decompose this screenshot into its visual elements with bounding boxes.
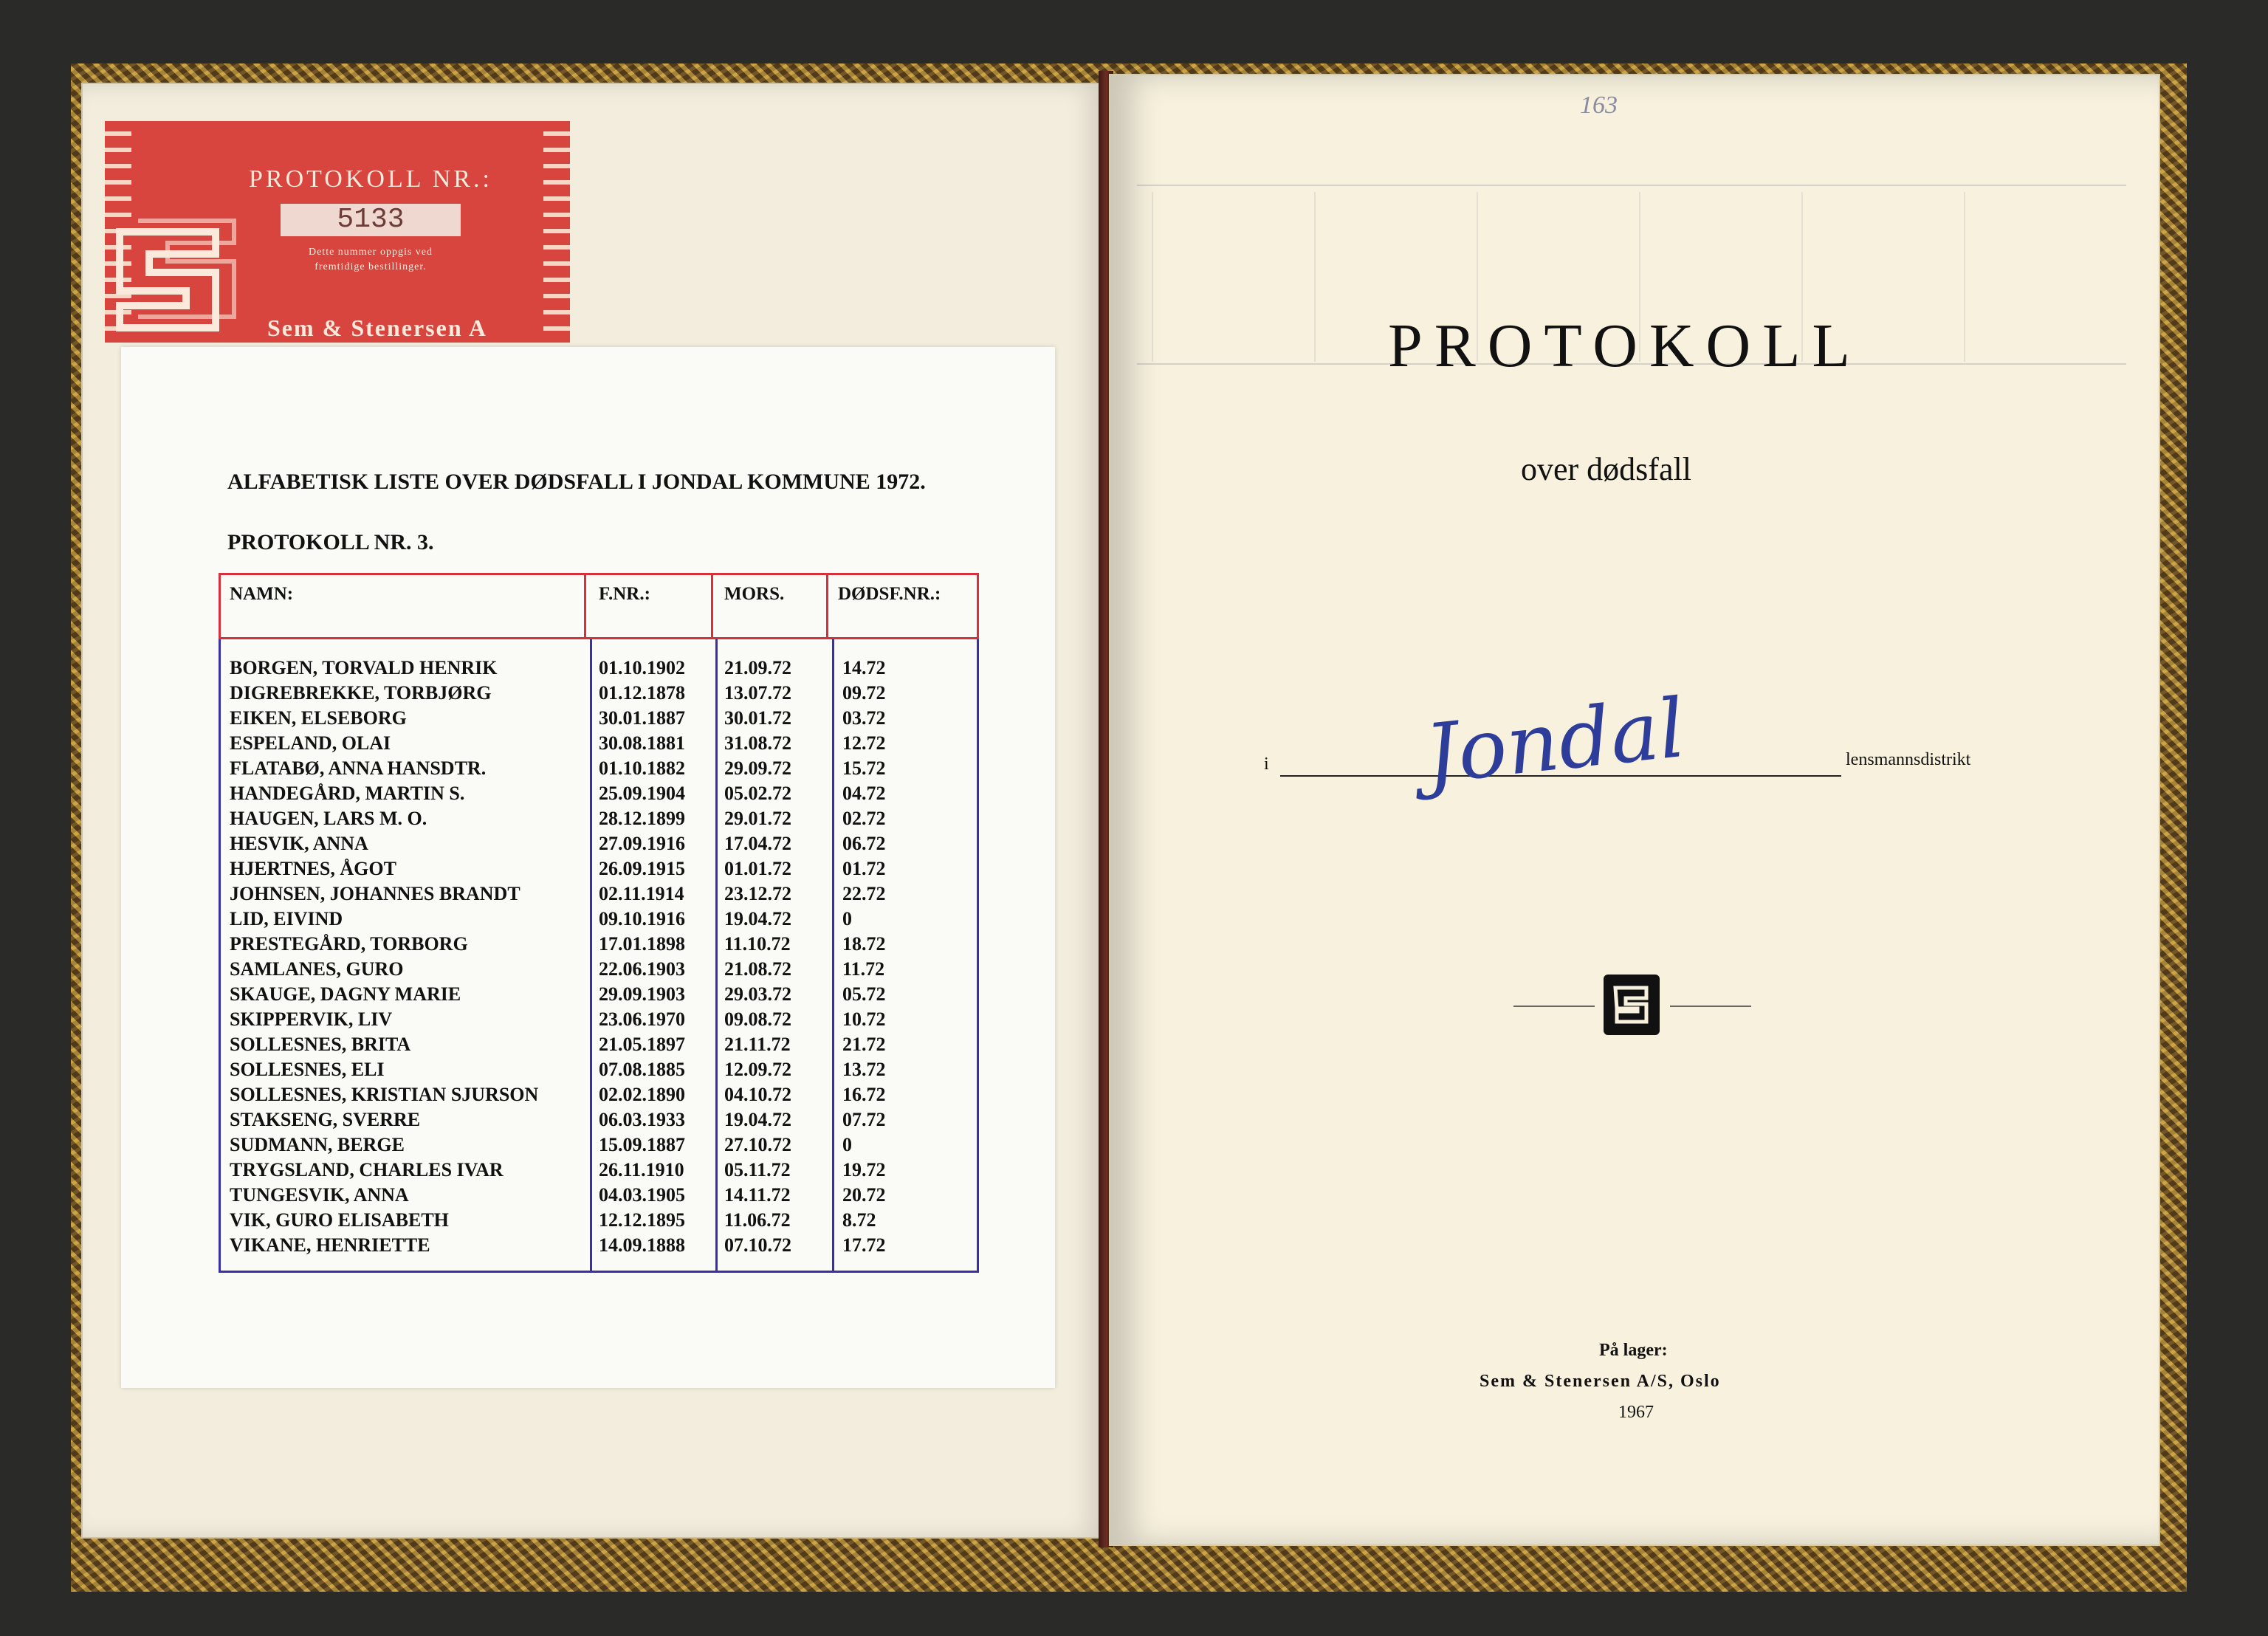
label-ornament-right bbox=[543, 121, 570, 343]
table-row bbox=[221, 1034, 977, 1059]
label-note bbox=[282, 245, 459, 275]
header-divider bbox=[584, 575, 586, 637]
cell-death-number: 20.72 bbox=[842, 1184, 886, 1206]
cell-death-number: 21.72 bbox=[842, 1034, 886, 1055]
cell-death-date: 01.01.72 bbox=[724, 858, 791, 879]
table-body bbox=[219, 639, 979, 1273]
cell-birth: 26.09.1915 bbox=[599, 858, 685, 879]
stock-label: På lager: bbox=[1599, 1341, 1668, 1360]
cell-birth: 22.06.1903 bbox=[599, 958, 685, 980]
table-row bbox=[221, 883, 977, 908]
title-page-title: PROTOKOLL bbox=[1388, 312, 1862, 380]
cell-death-number: 18.72 bbox=[842, 933, 886, 955]
cell-name: SOLLESNES, ELI bbox=[230, 1059, 385, 1080]
cell-death-number: 19.72 bbox=[842, 1159, 886, 1180]
publisher-logo-icon bbox=[1604, 975, 1660, 1035]
label-note-line2: fremtidige bestillinger. bbox=[315, 261, 427, 272]
cell-name: PRESTEGÅRD, TORBORG bbox=[230, 933, 468, 955]
cell-birth: 01.12.1878 bbox=[599, 682, 685, 704]
cell-birth: 26.11.1910 bbox=[599, 1159, 684, 1180]
cell-death-number: 09.72 bbox=[842, 682, 886, 704]
cell-name: LID, EIVIND bbox=[230, 908, 343, 929]
cell-death-date: 21.09.72 bbox=[724, 657, 791, 678]
cell-name: TUNGESVIK, ANNA bbox=[230, 1184, 409, 1206]
cell-birth: 04.03.1905 bbox=[599, 1184, 685, 1206]
header-death-date: MORS. bbox=[724, 584, 785, 604]
label-number: 5133 bbox=[281, 204, 461, 236]
deaths-table bbox=[219, 573, 979, 1273]
label-note-line1: Dette nummer oppgis ved bbox=[308, 247, 433, 258]
logo-rule-left bbox=[1513, 1006, 1595, 1007]
cell-death-date: 29.01.72 bbox=[724, 808, 791, 829]
cell-birth: 27.09.1916 bbox=[599, 833, 685, 854]
cell-name: FLATABØ, ANNA HANSDTR. bbox=[230, 757, 487, 779]
cell-name: HESVIK, ANNA bbox=[230, 833, 368, 854]
cell-death-date: 11.10.72 bbox=[724, 933, 791, 955]
cell-death-date: 05.11.72 bbox=[724, 1159, 791, 1180]
cell-death-date: 29.03.72 bbox=[724, 983, 791, 1005]
cell-birth: 09.10.1916 bbox=[599, 908, 685, 929]
cell-death-date: 30.01.72 bbox=[724, 707, 791, 729]
table-row bbox=[221, 757, 977, 783]
cell-death-number: 10.72 bbox=[842, 1008, 886, 1030]
cell-name: SUDMANN, BERGE bbox=[230, 1134, 405, 1155]
table-row bbox=[221, 1008, 977, 1034]
cell-name: HANDEGÅRD, MARTIN S. bbox=[230, 783, 465, 804]
cell-death-date: 29.09.72 bbox=[724, 757, 791, 779]
cell-name: DIGREBREKKE, TORBJØRG bbox=[230, 682, 492, 704]
cell-death-date: 11.06.72 bbox=[724, 1209, 791, 1231]
table-row bbox=[221, 1084, 977, 1109]
table-row bbox=[221, 1234, 977, 1259]
cell-birth: 07.08.1885 bbox=[599, 1059, 685, 1080]
logo-rule-right bbox=[1670, 1006, 1751, 1007]
cell-birth: 01.10.1902 bbox=[599, 657, 685, 678]
cell-name: EIKEN, ELSEBORG bbox=[230, 707, 407, 729]
cell-birth: 25.09.1904 bbox=[599, 783, 685, 804]
table-row bbox=[221, 958, 977, 983]
cell-name: SKAUGE, DAGNY MARIE bbox=[230, 983, 461, 1005]
cell-death-date: 05.02.72 bbox=[724, 783, 791, 804]
cell-name: BORGEN, TORVALD HENRIK bbox=[230, 657, 498, 678]
cell-death-number: 15.72 bbox=[842, 757, 886, 779]
bleed-through-rule bbox=[1152, 192, 1153, 362]
cell-name: SAMLANES, GURO bbox=[230, 958, 404, 980]
cell-death-number: 03.72 bbox=[842, 707, 886, 729]
cell-death-date: 21.11.72 bbox=[724, 1034, 791, 1055]
table-row bbox=[221, 858, 977, 883]
cell-death-number: 13.72 bbox=[842, 1059, 886, 1080]
table-row bbox=[221, 983, 977, 1008]
table-row bbox=[221, 707, 977, 732]
cell-death-number: 05.72 bbox=[842, 983, 886, 1005]
bleed-through-rule bbox=[1964, 192, 1965, 362]
table-row bbox=[221, 908, 977, 933]
cell-death-number: 22.72 bbox=[842, 883, 886, 904]
bleed-through-rule bbox=[1314, 192, 1316, 362]
table-row bbox=[221, 682, 977, 707]
table-header bbox=[219, 573, 979, 639]
protocol-label bbox=[105, 121, 570, 343]
header-divider bbox=[826, 575, 828, 637]
cell-name: SKIPPERVIK, LIV bbox=[230, 1008, 393, 1030]
cell-name: VIKANE, HENRIETTE bbox=[230, 1234, 430, 1256]
cell-birth: 30.08.1881 bbox=[599, 732, 685, 754]
cell-name: ESPELAND, OLAI bbox=[230, 732, 391, 754]
cell-death-date: 13.07.72 bbox=[724, 682, 791, 704]
death-list-sheet bbox=[121, 347, 1055, 1388]
handwritten-place: Jondal bbox=[1420, 680, 1690, 802]
cell-name: TRYGSLAND, CHARLES IVAR bbox=[230, 1159, 504, 1180]
cell-name: JOHNSEN, JOHANNES BRANDT bbox=[230, 883, 520, 904]
cell-name: HJERTNES, ÅGOT bbox=[230, 858, 396, 879]
cell-death-date: 27.10.72 bbox=[724, 1134, 791, 1155]
cell-birth: 28.12.1899 bbox=[599, 808, 685, 829]
table-row bbox=[221, 1209, 977, 1234]
header-divider bbox=[711, 575, 713, 637]
cell-death-number: 02.72 bbox=[842, 808, 886, 829]
label-title: PROTOKOLL NR.: bbox=[249, 165, 492, 193]
cell-name: HAUGEN, LARS M. O. bbox=[230, 808, 427, 829]
cell-birth: 06.03.1933 bbox=[599, 1109, 685, 1130]
cell-birth: 21.05.1897 bbox=[599, 1034, 685, 1055]
table-row bbox=[221, 808, 977, 833]
cell-death-number: 07.72 bbox=[842, 1109, 886, 1130]
cell-death-number: 04.72 bbox=[842, 783, 886, 804]
cell-death-date: 31.08.72 bbox=[724, 732, 791, 754]
cell-death-number: 01.72 bbox=[842, 858, 886, 879]
cell-birth: 15.09.1887 bbox=[599, 1134, 685, 1155]
cell-death-date: 23.12.72 bbox=[724, 883, 791, 904]
table-row bbox=[221, 1059, 977, 1084]
cell-name: STAKSENG, SVERRE bbox=[230, 1109, 421, 1130]
sheet-subtitle: PROTOKOLL NR. 3. bbox=[227, 530, 434, 554]
cell-name: VIK, GURO ELISABETH bbox=[230, 1209, 449, 1231]
cell-death-date: 19.04.72 bbox=[724, 1109, 791, 1130]
cell-death-number: 0 bbox=[842, 908, 852, 929]
cell-birth: 29.09.1903 bbox=[599, 983, 685, 1005]
cell-death-number: 16.72 bbox=[842, 1084, 886, 1105]
cell-death-number: 14.72 bbox=[842, 657, 886, 678]
cell-birth: 30.01.1887 bbox=[599, 707, 685, 729]
table-row bbox=[221, 833, 977, 858]
title-page-subtitle: over dødsfall bbox=[1521, 451, 1691, 487]
cell-birth: 01.10.1882 bbox=[599, 757, 685, 779]
cell-death-number: 8.72 bbox=[842, 1209, 876, 1231]
cell-death-date: 12.09.72 bbox=[724, 1059, 791, 1080]
publication-year: 1967 bbox=[1618, 1403, 1654, 1422]
cell-death-date: 09.08.72 bbox=[724, 1008, 791, 1030]
label-brand: Sem & Stenersen A bbox=[267, 315, 487, 341]
header-death-number: DØDSF.NR.: bbox=[838, 584, 941, 604]
table-row bbox=[221, 1184, 977, 1209]
cell-death-date: 07.10.72 bbox=[724, 1234, 791, 1256]
cell-name: SOLLESNES, BRITA bbox=[230, 1034, 411, 1055]
table-row bbox=[221, 732, 977, 757]
table-row bbox=[221, 933, 977, 958]
header-name: NAMN: bbox=[230, 584, 294, 604]
district-label: lensmannsdistrikt bbox=[1846, 750, 1971, 769]
title-page-i: i bbox=[1264, 755, 1269, 774]
header-birth: F.NR.: bbox=[599, 584, 650, 604]
cell-name: SOLLESNES, KRISTIAN SJURSON bbox=[230, 1084, 539, 1105]
cell-death-date: 17.04.72 bbox=[724, 833, 791, 854]
table-row bbox=[221, 1109, 977, 1134]
cell-death-number: 0 bbox=[842, 1134, 852, 1155]
cell-death-date: 04.10.72 bbox=[724, 1084, 791, 1105]
publisher-name: Sem & Stenersen A/S, Oslo bbox=[1480, 1372, 1721, 1391]
cell-birth: 02.02.1890 bbox=[599, 1084, 685, 1105]
table-row bbox=[221, 657, 977, 682]
cell-birth: 23.06.1970 bbox=[599, 1008, 685, 1030]
cell-birth: 02.11.1914 bbox=[599, 883, 684, 904]
sheet-title: ALFABETISK LISTE OVER DØDSFALL I JONDAL KOMMUNE 1972. bbox=[227, 470, 926, 494]
cell-birth: 14.09.1888 bbox=[599, 1234, 685, 1256]
cell-death-number: 11.72 bbox=[842, 958, 885, 980]
cell-death-number: 12.72 bbox=[842, 732, 886, 754]
cell-death-date: 19.04.72 bbox=[724, 908, 791, 929]
ss-logo-icon bbox=[105, 217, 245, 343]
table-row bbox=[221, 783, 977, 808]
table-row bbox=[221, 1159, 977, 1184]
cell-birth: 17.01.1898 bbox=[599, 933, 685, 955]
cell-birth: 12.12.1895 bbox=[599, 1209, 685, 1231]
cell-death-date: 14.11.72 bbox=[724, 1184, 791, 1206]
cell-death-number: 17.72 bbox=[842, 1234, 886, 1256]
cell-death-number: 06.72 bbox=[842, 833, 886, 854]
table-row bbox=[221, 1134, 977, 1159]
cell-death-date: 21.08.72 bbox=[724, 958, 791, 980]
pencil-page-number: 163 bbox=[1580, 92, 1618, 119]
